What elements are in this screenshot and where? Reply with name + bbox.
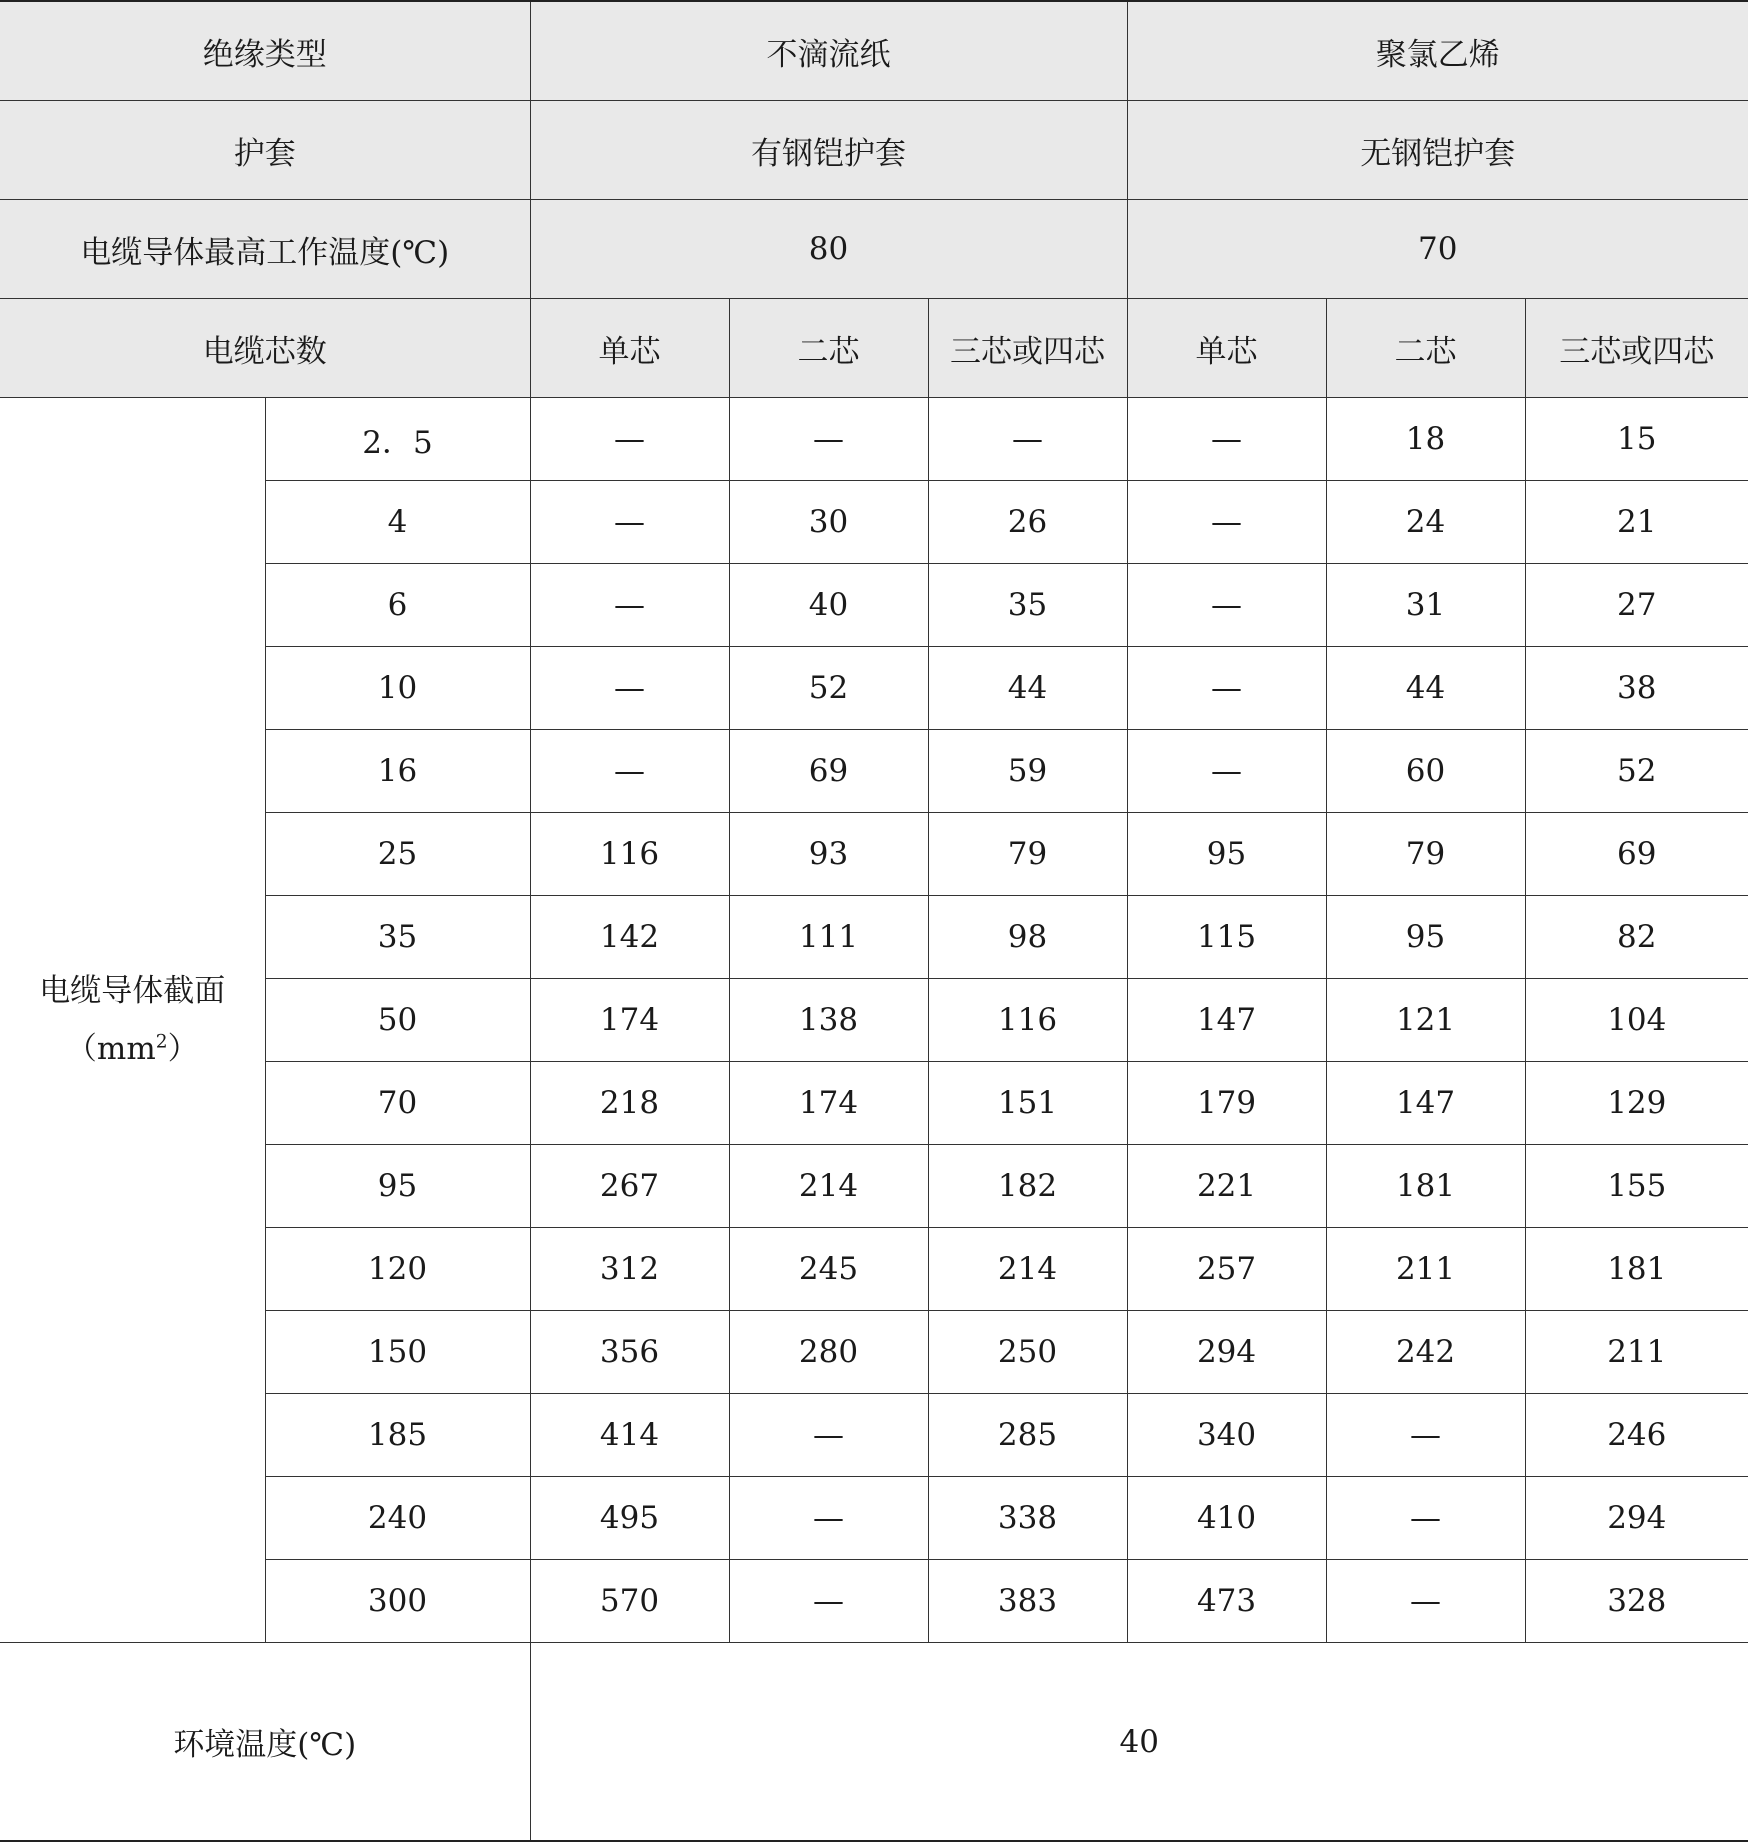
ampacity-value: 93 [729,813,928,896]
ampacity-value: 174 [530,979,729,1062]
ampacity-value: 35 [928,564,1127,647]
sheath-paper: 有钢铠护套 [530,101,1127,200]
ampacity-value: — [530,398,729,481]
ampacity-value: 27 [1525,564,1748,647]
ampacity-value: 294 [1127,1311,1326,1394]
table-row [0,398,1748,481]
ampacity-value: 245 [729,1228,928,1311]
ampacity-value: 115 [1127,896,1326,979]
ampacity-value: 414 [530,1394,729,1477]
ampacity-value: — [1326,1560,1525,1643]
ampacity-value: 59 [928,730,1127,813]
ampacity-value: 174 [729,1062,928,1145]
ampacity-value: — [729,1560,928,1643]
max-temp-label: 电缆导体最高工作温度(℃) [0,200,530,299]
ampacity-value: 44 [1326,647,1525,730]
ampacity-value: 69 [1525,813,1748,896]
ampacity-value: 111 [729,896,928,979]
cross-section-size: 6 [265,564,530,647]
cores-row [0,299,1748,398]
ampacity-value: 95 [1127,813,1326,896]
ampacity-value: — [1326,1477,1525,1560]
ampacity-value: 104 [1525,979,1748,1062]
ampacity-value: — [530,564,729,647]
insulation-type-label: 绝缘类型 [0,1,530,101]
ampacity-value: 95 [1326,896,1525,979]
ampacity-value: 26 [928,481,1127,564]
ampacity-value: 116 [928,979,1127,1062]
ampacity-value: 211 [1525,1311,1748,1394]
ampacity-value: 181 [1326,1145,1525,1228]
ampacity-value: 121 [1326,979,1525,1062]
max-temp-row [0,200,1748,299]
ampacity-value: 142 [530,896,729,979]
core-count-header: 单芯 [530,299,729,398]
ampacity-value: 116 [530,813,729,896]
ampacity-value: 52 [729,647,928,730]
ampacity-value: 495 [530,1477,729,1560]
ampacity-value: 44 [928,647,1127,730]
ampacity-value: 312 [530,1228,729,1311]
core-count-header: 三芯或四芯 [928,299,1127,398]
ampacity-value: 82 [1525,896,1748,979]
ampacity-value: — [530,647,729,730]
cross-section-size: 70 [265,1062,530,1145]
ampacity-value: 383 [928,1560,1127,1643]
ampacity-value: 285 [928,1394,1127,1477]
ampacity-value: — [530,481,729,564]
max-temp-paper: 80 [530,200,1127,299]
ampacity-value: 155 [1525,1145,1748,1228]
ampacity-value: — [729,398,928,481]
cross-section-size: 240 [265,1477,530,1560]
ampacity-value: 147 [1326,1062,1525,1145]
ampacity-value: 356 [530,1311,729,1394]
ampacity-value: 182 [928,1145,1127,1228]
ampacity-value: 410 [1127,1477,1326,1560]
cross-section-size: 300 [265,1560,530,1643]
ampacity-value: 151 [928,1062,1127,1145]
sheath-row [0,101,1748,200]
ampacity-value: 340 [1127,1394,1326,1477]
ampacity-value: 52 [1525,730,1748,813]
ambient-temp-row [0,1643,1748,1842]
ampacity-value: 98 [928,896,1127,979]
section-unit: $(mm^2)$ [65,1031,199,1067]
ampacity-value: 69 [729,730,928,813]
ampacity-value: — [729,1394,928,1477]
ambient-temp-value: 40 [530,1643,1748,1842]
ampacity-value: 138 [729,979,928,1062]
cross-section-size: 10 [265,647,530,730]
ampacity-value: 40 [729,564,928,647]
ampacity-value: 246 [1525,1394,1748,1477]
ampacity-value: 280 [729,1311,928,1394]
core-count-header: 二芯 [1326,299,1525,398]
ampacity-value: 242 [1326,1311,1525,1394]
ampacity-value: 250 [928,1311,1127,1394]
ambient-temp-label: 环境温度(℃) [0,1643,530,1842]
ampacity-value: — [1127,398,1326,481]
cross-section-size: 50 [265,979,530,1062]
ampacity-value: — [928,398,1127,481]
ampacity-value: 38 [1525,647,1748,730]
ampacity-value: 211 [1326,1228,1525,1311]
ampacity-value: 181 [1525,1228,1748,1311]
ampacity-value: 24 [1326,481,1525,564]
max-temp-pvc: 70 [1127,200,1748,299]
ampacity-value: 79 [1326,813,1525,896]
ampacity-value: 129 [1525,1062,1748,1145]
cross-section-size: 35 [265,896,530,979]
cross-section-size: 95 [265,1145,530,1228]
sheath-pvc: 无钢铠护套 [1127,101,1748,200]
ampacity-value: — [1127,481,1326,564]
ampacity-value: — [729,1477,928,1560]
insulation-row [0,1,1748,101]
ampacity-value: 18 [1326,398,1525,481]
cores-label: 电缆芯数 [0,299,530,398]
cross-section-size: 16 [265,730,530,813]
insulation-pvc: 聚氯乙烯 [1127,1,1748,101]
ampacity-value: 214 [729,1145,928,1228]
ampacity-value: 294 [1525,1477,1748,1560]
cross-section-size: 120 [265,1228,530,1311]
ampacity-value: 267 [530,1145,729,1228]
cross-section-size: 4 [265,481,530,564]
cross-section-size: 2．5 [265,398,530,481]
section-label-cell [0,398,265,1643]
ampacity-value: 473 [1127,1560,1326,1643]
ampacity-value: 221 [1127,1145,1326,1228]
ampacity-value: 21 [1525,481,1748,564]
ampacity-value: 214 [928,1228,1127,1311]
ampacity-value: — [530,730,729,813]
ampacity-value: — [1326,1394,1525,1477]
cross-section-size: 25 [265,813,530,896]
ampacity-value: 570 [530,1560,729,1643]
section-label: 电缆导体截面 [39,973,226,1009]
ampacity-value: 30 [729,481,928,564]
ampacity-value: 179 [1127,1062,1326,1145]
ampacity-value: — [1127,730,1326,813]
core-count-header: 二芯 [729,299,928,398]
sheath-label: 护套 [0,101,530,200]
cross-section-size: 185 [265,1394,530,1477]
ampacity-value: 60 [1326,730,1525,813]
ampacity-value: 79 [928,813,1127,896]
insulation-paper: 不滴流纸 [530,1,1127,101]
ampacity-value: 31 [1326,564,1525,647]
cross-section-size: 150 [265,1311,530,1394]
ampacity-value: — [1127,647,1326,730]
ampacity-value: 218 [530,1062,729,1145]
ampacity-value: 147 [1127,979,1326,1062]
ampacity-value: 257 [1127,1228,1326,1311]
core-count-header: 三芯或四芯 [1525,299,1748,398]
core-count-header: 单芯 [1127,299,1326,398]
ampacity-value: 338 [928,1477,1127,1560]
ampacity-value: 15 [1525,398,1748,481]
ampacity-value: 328 [1525,1560,1748,1643]
ampacity-value: — [1127,564,1326,647]
